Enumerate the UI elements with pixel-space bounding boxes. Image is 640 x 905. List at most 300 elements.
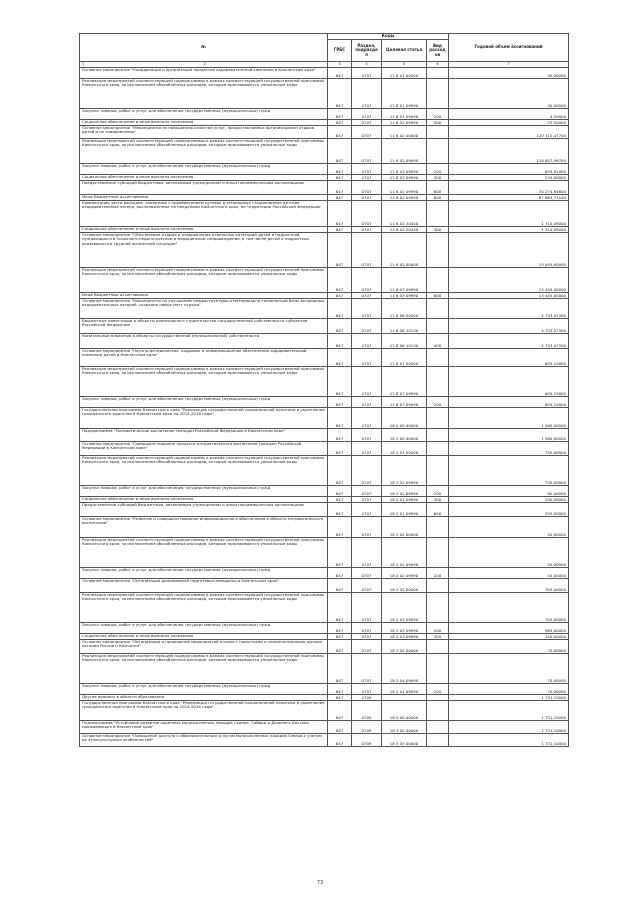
- row-expense-type: [427, 579, 449, 593]
- row-section: 0707: [352, 164, 382, 175]
- table-body: [80, 68, 569, 747]
- row-expense-type: [427, 79, 449, 109]
- header-no: №: [80, 34, 328, 62]
- row-name: Реализация мероприятий соответствующей подпрограммы в рамках соответствующей государственной программы Камчатского края, за исключением обособленных расходов, которым присваиваются уникальные коды: [80, 79, 328, 109]
- row-section: 0707: [352, 442, 382, 456]
- row-expense-type: 300: [427, 227, 449, 233]
- table-row: [80, 397, 569, 408]
- row-amount: 605,10000: [449, 349, 569, 367]
- row-expense-type: [427, 429, 449, 442]
- row-name: Социальное обеспечение и иные выплаты населению: [80, 497, 328, 503]
- row-amount: 120 112,47700: [449, 126, 569, 139]
- row-expense-type: [427, 319, 449, 334]
- row-section: 0707: [352, 684, 382, 695]
- row-expense-type: [427, 654, 449, 684]
- table-row: [80, 79, 569, 109]
- row-section: 0707: [352, 456, 382, 486]
- row-expense-type: 600: [427, 503, 449, 517]
- row-grbs: 847: [328, 721, 352, 734]
- row-expense-type: 200: [427, 486, 449, 497]
- row-grbs: 847: [328, 201, 352, 227]
- table-row: [80, 593, 569, 623]
- row-amount: 1 731,10000: [449, 734, 569, 747]
- row-grbs: 847: [328, 538, 352, 568]
- row-amount: 50,00000: [449, 568, 569, 579]
- row-expense-type: 400: [427, 334, 449, 349]
- table-row: [80, 517, 569, 538]
- row-target-article: 11 6 07 00000: [382, 349, 427, 367]
- row-grbs: 847: [328, 734, 352, 747]
- row-section: 0707: [352, 349, 382, 367]
- table-row: [80, 319, 569, 334]
- row-expense-type: [427, 721, 449, 734]
- row-expense-type: [427, 268, 449, 293]
- row-amount: 13 445,00000: [449, 293, 569, 299]
- col-num: 4: [352, 62, 382, 68]
- row-section: 0709: [352, 701, 382, 721]
- row-expense-type: [427, 517, 449, 538]
- row-name: Государственная программа Камчатского края "Реализация государственной национальной политики и укрепление гражданского единства в Камчатском крае на 2014-2018 годы": [80, 701, 328, 721]
- row-expense-type: 200: [427, 623, 449, 634]
- row-section: 0707: [352, 593, 382, 623]
- row-grbs: 847: [328, 654, 352, 684]
- row-expense-type: 300: [427, 497, 449, 503]
- row-target-article: 11 6 06 10130: [382, 334, 427, 349]
- row-section: 0707: [352, 538, 382, 568]
- row-name: Подпрограмма "Устойчивое развитие коренных малочисленных народов Севера, Сибири и Дальнего Востока, проживающих в Камчатском крае": [80, 721, 328, 734]
- row-name: Социальное обеспечение и иные выплаты населению: [80, 227, 328, 233]
- row-name: Реализация мероприятий соответствующей подпрограммы в рамках соответствующей государственной программы Камчатского края, за исключением обособленных расходов, которым присваиваются уникальные коды: [80, 538, 328, 568]
- row-section: 0707: [352, 429, 382, 442]
- row-amount: 13 445,00000: [449, 268, 569, 293]
- row-expense-type: [427, 201, 449, 227]
- table-row: [80, 684, 569, 695]
- row-name: Государственная программа Камчатского края "Реализация государственной национальной политики и укрепление гражданского единства в Камчатском крае на 2014-2018 годы": [80, 408, 328, 429]
- row-expense-type: [427, 640, 449, 654]
- row-target-article: 11 6 02 09990: [382, 195, 427, 201]
- row-expense-type: [427, 68, 449, 79]
- table-row: [80, 734, 569, 747]
- row-amount: 1 560,00000: [449, 408, 569, 429]
- header-target: Целевая статья: [382, 40, 427, 62]
- row-expense-type: 200: [427, 568, 449, 579]
- table-row: [80, 109, 569, 120]
- row-grbs: 847: [328, 517, 352, 538]
- row-grbs: 847: [328, 233, 352, 268]
- row-target-article: 11 6 07 09990: [382, 367, 427, 397]
- table-row: [80, 349, 569, 367]
- row-section: 0707: [352, 640, 382, 654]
- row-section: 0707: [352, 486, 382, 497]
- row-target-article: 18 2 01 09990: [382, 456, 427, 486]
- row-expense-type: [427, 349, 449, 367]
- row-grbs: 847: [328, 299, 352, 319]
- table-row: [80, 579, 569, 593]
- row-target-article: 11 6 02 20440: [382, 201, 427, 227]
- row-amount: 30,00000: [449, 68, 569, 79]
- row-target-article: 18 2 03 00000: [382, 579, 427, 593]
- row-expense-type: 800: [427, 293, 449, 299]
- header-section: Раздел, подраздел: [352, 40, 382, 62]
- row-name: Предоставление субсидий бюджетным, автономным учреждениям и иным некоммерческим организациям: [80, 181, 328, 195]
- row-grbs: 847: [328, 397, 352, 408]
- row-section: 0707: [352, 79, 382, 109]
- row-expense-type: [427, 442, 449, 456]
- row-amount: 13 445,00000: [449, 233, 569, 268]
- row-name: Основное мероприятие "Координация и организация процессов оздоровительной кампании в Камчатском крае": [80, 68, 328, 79]
- row-name: Социальное обеспечение и иные выплаты населению: [80, 634, 328, 640]
- row-name: Другие вопросы в области образования: [80, 695, 328, 701]
- row-amount: 80,00000: [449, 486, 569, 497]
- row-expense-type: 600: [427, 181, 449, 195]
- row-section: 0707: [352, 568, 382, 579]
- row-grbs: 847: [328, 175, 352, 181]
- row-grbs: 847: [328, 268, 352, 293]
- row-section: 0707: [352, 175, 382, 181]
- row-amount: 4 733,07300: [449, 299, 569, 319]
- row-section: 0707: [352, 654, 382, 684]
- row-amount: 1 560,00000: [449, 429, 569, 442]
- row-grbs: 847: [328, 684, 352, 695]
- row-grbs: 847: [328, 503, 352, 517]
- col-num: 7: [449, 62, 569, 68]
- row-section: 0707: [352, 319, 382, 334]
- row-section: 0707: [352, 503, 382, 517]
- row-section: 0707: [352, 497, 382, 503]
- row-name: Закупка товаров, работ и услуг для обеспечения государственных (муниципальных) нужд: [80, 684, 328, 695]
- col-num: 1 2: [80, 62, 328, 68]
- row-amount: 1 731,10000: [449, 721, 569, 734]
- row-target-article: 11 6 01 09990: [382, 79, 427, 109]
- row-expense-type: 200: [427, 109, 449, 120]
- row-target-article: 11 6 02 00000: [382, 126, 427, 139]
- row-grbs: 847: [328, 349, 352, 367]
- row-amount: 565,00000: [449, 623, 569, 634]
- row-name: Основное мероприятие "Научно-методическое, кадровое и информационное обеспечение оздоровительной кампании детей в Камчатском крае": [80, 349, 328, 367]
- row-target-article: 18 3 00 00000: [382, 721, 427, 734]
- row-target-article: 18 2 04 09990: [382, 684, 427, 695]
- row-expense-type: [427, 367, 449, 397]
- row-amount: 118 807,56700: [449, 139, 569, 164]
- row-section: 0707: [352, 268, 382, 293]
- row-target-article: 18 2 00 00000: [382, 429, 427, 442]
- row-target-article: 18 2 01 09990: [382, 497, 427, 503]
- row-grbs: 847: [328, 456, 352, 486]
- header-amount: Годовой объем ассигнований: [449, 34, 569, 62]
- row-amount: 70,00000: [449, 654, 569, 684]
- row-name: Реализация мероприятий соответствующей подпрограммы в рамках соответствующей государственной программы Камчатского края, за исключением обособленных расходов, которым присваиваются уникальные коды: [80, 367, 328, 397]
- row-section: 0707: [352, 517, 382, 538]
- row-target-article: 18 2 02 09990: [382, 568, 427, 579]
- table-row: [80, 334, 569, 349]
- row-target-article: 11 6 01 00000: [382, 68, 427, 79]
- table-row: [80, 408, 569, 429]
- table-row: [80, 126, 569, 139]
- header-codes: Коды: [328, 34, 449, 40]
- row-section: 0707: [352, 126, 382, 139]
- row-section: 0707: [352, 299, 382, 319]
- row-amount: 1 310,09000: [449, 227, 569, 233]
- row-target-article: 11 6 03 09990: [382, 268, 427, 293]
- row-section: 0709: [352, 695, 382, 701]
- table-row: [80, 68, 569, 79]
- row-section: 0707: [352, 367, 382, 397]
- table-row: [80, 367, 569, 397]
- table-row: [80, 233, 569, 268]
- row-grbs: 847: [328, 634, 352, 640]
- row-section: 0707: [352, 227, 382, 233]
- page-number: 73: [316, 880, 324, 886]
- table-row: [80, 640, 569, 654]
- row-name: Реализация мероприятий соответствующей подпрограммы в рамках соответствующей государственной программы Камчатского края, за исключением обособленных расходов, которым присваиваются уникальные коды: [80, 456, 328, 486]
- row-name: Социальное обеспечение и иные выплаты населению: [80, 120, 328, 126]
- row-name: Капитальные вложения в объекты государственной (муниципальной) собственности: [80, 334, 328, 349]
- row-amount: 70,00000: [449, 684, 569, 695]
- row-target-article: 11 6 06 00000: [382, 299, 427, 319]
- row-target-article: 11 6 01 09990: [382, 120, 427, 126]
- row-amount: 70,00000: [449, 640, 569, 654]
- header-exp-type: Вид расходов: [427, 40, 449, 62]
- row-target-article: 11 6 01 09990: [382, 109, 427, 120]
- row-name: Реализация мероприятий соответствующей подпрограммы в рамках соответствующей государственной программы Камчатского края, за исключением обособленных расходов, которым присваиваются уникальные коды: [80, 268, 328, 293]
- budget-table-sheet: [79, 33, 568, 747]
- row-section: 0707: [352, 293, 382, 299]
- row-expense-type: [427, 456, 449, 486]
- row-grbs: 847: [328, 68, 352, 79]
- row-name: Основное мероприятие "Совершенствование процесса патриотического воспитания граждан Российской Федерации в Камчатском крае": [80, 442, 328, 456]
- row-name: Основное мероприятие "Обеспечение отдыха и оздоровления отдельных категорий детей и подростков, нуждающихся в психолого-педагогическом и медицинском сопровождении, в том числе детей и подростков, оказавшихся в трудной жизненной ситуации": [80, 233, 328, 268]
- budget-table: [79, 33, 569, 747]
- row-name: Иные бюджетные ассигнования: [80, 293, 328, 299]
- row-name: Основное мероприятие "Мероприятия по улучшению инфраструктуры и материально-технической базы загородных оздоровительных лагерей, создание новых мест отдыха": [80, 299, 328, 319]
- row-section: 0707: [352, 195, 382, 201]
- row-section: 0707: [352, 201, 382, 227]
- row-section: 0707: [352, 334, 382, 349]
- row-target-article: 18 2 01 09990: [382, 503, 427, 517]
- row-target-article: 11 6 03 00000: [382, 233, 427, 268]
- row-grbs: 847: [328, 695, 352, 701]
- row-amount: 50,00000: [449, 517, 569, 538]
- row-grbs: 847: [328, 120, 352, 126]
- row-grbs: 847: [328, 319, 352, 334]
- row-section: 0707: [352, 579, 382, 593]
- row-target-article: 18 2 04 00000: [382, 640, 427, 654]
- table-row: [80, 721, 569, 734]
- row-grbs: 847: [328, 579, 352, 593]
- table-row: [80, 701, 569, 721]
- row-expense-type: 300: [427, 634, 449, 640]
- row-expense-type: [427, 299, 449, 319]
- row-name: Реализация мероприятий соответствующей подпрограммы в рамках соответствующей государственной программы Камчатского края, за исключением обособленных расходов, которым присваиваются уникальные коды: [80, 593, 328, 623]
- row-grbs: 847: [328, 497, 352, 503]
- row-target-article: 18 2 03 09990: [382, 623, 427, 634]
- row-section: 0707: [352, 634, 382, 640]
- row-expense-type: [427, 734, 449, 747]
- row-expense-type: [427, 408, 449, 429]
- row-name: Закупка товаров, работ и услуг для обеспечения государственных (муниципальных) нужд: [80, 486, 328, 497]
- row-section: 0707: [352, 233, 382, 268]
- row-grbs: 847: [328, 640, 352, 654]
- table-row: [80, 181, 569, 195]
- row-name: Компенсация части расходов, связанных с приобретением путевок в загородные стационарные детские оздоровительные лагеря, расположенные на пределами Камчатского края, на территории Российской Федерации: [80, 201, 328, 227]
- table-row: [80, 164, 569, 175]
- row-section: 0707: [352, 68, 382, 79]
- row-name: Закупка товаров, работ и услуг для обеспечения государственных (муниципальных) нужд: [80, 164, 328, 175]
- row-section: 0707: [352, 120, 382, 126]
- row-expense-type: [427, 593, 449, 623]
- row-name: Реализация мероприятий соответствующей подпрограммы в рамках соответствующей государственной программы Камчатского края, за исключением обособленных расходов, которым присваиваются уникальные коды: [80, 654, 328, 684]
- row-name: Реализация мероприятий соответствующей подпрограммы в рамках соответствующей государственной программы Камчатского края, за исключением обособленных расходов, которым присваиваются уникальные коды: [80, 139, 328, 164]
- row-target-article: 11 6 02 09990: [382, 139, 427, 164]
- row-name: Закупка товаров, работ и услуг для обеспечения государственных (муниципальных) нужд: [80, 109, 328, 120]
- row-target-article: 18 2 01 00000: [382, 442, 427, 456]
- row-amount: 605,10000: [449, 367, 569, 397]
- header-grbs: ГРБС: [328, 40, 352, 62]
- row-expense-type: 200: [427, 164, 449, 175]
- row-target-article: 18 2 01 09990: [382, 486, 427, 497]
- row-grbs: 847: [328, 568, 352, 579]
- row-grbs: 847: [328, 139, 352, 164]
- row-amount: 1 310,09000: [449, 201, 569, 227]
- row-target-article: 11 6 03 09990: [382, 293, 427, 299]
- table-row: [80, 654, 569, 684]
- row-amount: 234,00000: [449, 175, 569, 181]
- row-amount: 4 733,07300: [449, 334, 569, 349]
- row-grbs: 847: [328, 181, 352, 195]
- table-row: [80, 268, 569, 293]
- row-amount: 30 274,84600: [449, 181, 569, 195]
- table-row: [80, 456, 569, 486]
- row-grbs: 847: [328, 486, 352, 497]
- row-expense-type: 200: [427, 684, 449, 695]
- row-target-article: 18 0 00 00000: [382, 701, 427, 721]
- table-row: [80, 568, 569, 579]
- row-target-article: 18 2 02 00000: [382, 517, 427, 538]
- table-row: [80, 623, 569, 634]
- row-target-article: 11 6 07 09990: [382, 397, 427, 408]
- row-target-article: 18 3 03 00000: [382, 734, 427, 747]
- table-row: [80, 486, 569, 497]
- row-target-article: 11 6 06 10130: [382, 319, 427, 334]
- row-expense-type: 200: [427, 397, 449, 408]
- row-expense-type: [427, 701, 449, 721]
- row-expense-type: [427, 233, 449, 268]
- row-section: 0707: [352, 408, 382, 429]
- row-expense-type: [427, 126, 449, 139]
- row-expense-type: 800: [427, 195, 449, 201]
- row-amount: 4,50000: [449, 109, 569, 120]
- row-expense-type: [427, 139, 449, 164]
- row-section: 0707: [352, 181, 382, 195]
- row-grbs: 847: [328, 227, 352, 233]
- row-grbs: 847: [328, 164, 352, 175]
- row-amount: 555,00000: [449, 503, 569, 517]
- row-amount: 1 731,10000: [449, 701, 569, 721]
- row-amount: 50,00000: [449, 538, 569, 568]
- row-name: Основное мероприятие "Организация и проведение мероприятий в связи с памятными и знаменательными датами истории России и Камчатки": [80, 640, 328, 654]
- table-row: [80, 299, 569, 319]
- row-name: Основное мероприятие "Организация допризывной подготовки молодежи в Камчатском крае": [80, 579, 328, 593]
- table-row: [80, 201, 569, 227]
- row-grbs: 847: [328, 593, 352, 623]
- row-grbs: 847: [328, 79, 352, 109]
- row-name: Закупка товаров, работ и услуг для обеспечения государственных (муниципальных) нужд: [80, 568, 328, 579]
- row-target-article: 18 0 00 00000: [382, 408, 427, 429]
- row-section: 0709: [352, 721, 382, 734]
- row-amount: 4 733,07300: [449, 319, 569, 334]
- row-grbs: 847: [328, 293, 352, 299]
- row-grbs: 847: [328, 442, 352, 456]
- row-name: Основное мероприятие "Мероприятия по повышению качества услуг, предоставляемых организациями отдыха детей и их оздоровления": [80, 126, 328, 139]
- row-expense-type: 300: [427, 120, 449, 126]
- row-section: 0707: [352, 397, 382, 408]
- row-target-article: 11 6 02 09990: [382, 181, 427, 195]
- table-row: [80, 538, 569, 568]
- col-num: 5: [382, 62, 427, 68]
- row-name: Основное мероприятие "Развитие и совершенствование информационного обеспечения в области патриотического воспитания": [80, 517, 328, 538]
- row-name: Закупка товаров, работ и услуг для обеспечения государственных (муниципальных) нужд: [80, 397, 328, 408]
- row-amount: 1 731,10000: [449, 695, 569, 701]
- row-name: Закупка товаров, работ и услуг для обеспечения государственных (муниципальных) нужд: [80, 623, 328, 634]
- col-num: 6: [427, 62, 449, 68]
- row-amount: 735,00000: [449, 456, 569, 486]
- row-grbs: 847: [328, 367, 352, 397]
- row-section: 0707: [352, 139, 382, 164]
- row-amount: 735,00000: [449, 442, 569, 456]
- row-grbs: 847: [328, 701, 352, 721]
- row-amount: 605,10000: [449, 397, 569, 408]
- row-target-article: 11 6 02 09990: [382, 175, 427, 181]
- table-row: [80, 442, 569, 456]
- row-amount: 25,50000: [449, 120, 569, 126]
- row-amount: 30,00000: [449, 79, 569, 109]
- row-grbs: 847: [328, 334, 352, 349]
- row-name: Основное мероприятие "Повышение доступа к образовательным услугам малочисленных народов Севера с учетом их этнокультурных особенностей": [80, 734, 328, 747]
- row-name: Предоставление субсидий бюджетным, автономным учреждениям и иным некоммерческим организациям: [80, 503, 328, 517]
- row-amount: 629,81000: [449, 164, 569, 175]
- row-amount: 705,00000: [449, 593, 569, 623]
- row-target-article: 11 6 02 09990: [382, 164, 427, 175]
- table-row: [80, 429, 569, 442]
- col-num: 3: [328, 62, 352, 68]
- row-amount: 705,00000: [449, 579, 569, 593]
- row-section: 0707: [352, 109, 382, 120]
- row-grbs: 847: [328, 429, 352, 442]
- row-grbs: 847: [328, 109, 352, 120]
- row-section: 0709: [352, 734, 382, 747]
- row-section: 0707: [352, 623, 382, 634]
- row-target-article: 18 2 03 09990: [382, 593, 427, 623]
- row-name: Бюджетные инвестиции в объекты капитального строительства государственной собственности субъектов Российской Федерации: [80, 319, 328, 334]
- row-target-article: 18 2 03 09990: [382, 634, 427, 640]
- row-grbs: 847: [328, 623, 352, 634]
- row-target-article: 11 6 02 20440: [382, 227, 427, 233]
- row-name: Иные бюджетные ассигнования: [80, 195, 328, 201]
- row-amount: 100,00000: [449, 497, 569, 503]
- row-name: Социальное обеспечение и иные выплаты населению: [80, 175, 328, 181]
- row-amount: 140,00000: [449, 634, 569, 640]
- row-grbs: 847: [328, 126, 352, 139]
- row-grbs: 847: [328, 408, 352, 429]
- row-grbs: 847: [328, 195, 352, 201]
- row-amount: 87 663,73100: [449, 195, 569, 201]
- row-target-article: 18 2 02 09990: [382, 538, 427, 568]
- row-target-article: 18 2 04 09990: [382, 654, 427, 684]
- row-name: Подпрограмма "Патриотическое воспитание граждан Российской Федерации в Камчатском крае": [80, 429, 328, 442]
- table-row: [80, 503, 569, 517]
- row-expense-type: [427, 538, 449, 568]
- row-expense-type: 300: [427, 175, 449, 181]
